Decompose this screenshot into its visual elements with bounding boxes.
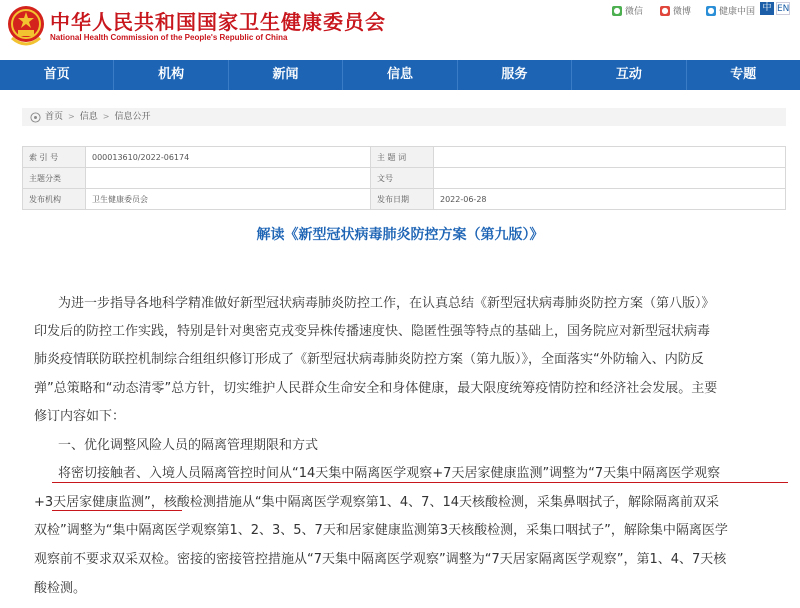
- national-emblem-icon: [6, 4, 46, 50]
- publish-date-value: 2022-06-28: [434, 189, 786, 210]
- nav-interaction[interactable]: 互动: [572, 60, 686, 90]
- table-row: [23, 189, 786, 210]
- breadcrumb-info[interactable]: 信息: [79, 112, 98, 122]
- weibo-icon: ●: [661, 5, 669, 15]
- keywords-label: 主 题 词: [371, 147, 434, 168]
- site-header: [0, 0, 800, 58]
- paragraph-line: 弹”总策略和“动态清零”总方针，切实维护人民群众生命安全和身体健康，最大限度统筹疫情防控和经济社会发展。主要: [34, 381, 718, 396]
- breadcrumb: [22, 108, 786, 126]
- table-row: [23, 147, 786, 168]
- paragraph-line: 为进一步指导各地科学精准做好新型冠状病毒肺炎防控工作，在认真总结《新型冠状病毒肺炎防控方案（第八版）》: [58, 296, 715, 311]
- category-label: 主题分类: [23, 168, 86, 189]
- section-heading: 一、优化调整风险人员的隔离管理期限和方式: [58, 438, 319, 453]
- publisher-value: 卫生健康委员会: [86, 189, 371, 210]
- nav-information[interactable]: 信息: [343, 60, 457, 90]
- paragraph-line: 将密切接触者、入境人员隔离管控时间从“14天集中隔离医学观察+7天居家健康监测”调整为“7天集中隔离医学观察: [58, 466, 721, 481]
- highlight-underline: [52, 510, 182, 511]
- document-meta-table: [22, 146, 786, 210]
- table-row: [23, 168, 786, 189]
- document-number-label: 文号: [371, 168, 434, 189]
- paragraph-line: 酸检测。: [34, 581, 87, 596]
- category-value: [86, 168, 371, 189]
- site-title-cn[interactable]: 中华人民共和国国家卫生健康委员会: [50, 10, 386, 34]
- site-title-en: National Health Commission of the People's Republic of China: [50, 33, 288, 42]
- weibo-link[interactable]: ● 微博: [661, 5, 692, 17]
- nav-services[interactable]: 服务: [458, 60, 572, 90]
- breadcrumb-home[interactable]: 首页: [45, 112, 64, 122]
- nav-news[interactable]: 新闻: [229, 60, 343, 90]
- home-icon: [30, 112, 41, 123]
- publish-date-label: 发布日期: [371, 189, 434, 210]
- article-title: 解读《新型冠状病毒肺炎防控方案（第九版）》: [256, 227, 544, 243]
- lang-cn-button[interactable]: 中: [760, 2, 774, 15]
- highlight-underline: [52, 482, 788, 483]
- paragraph-line: 肺炎疫情联防联控机制综合组组织修订形成了《新型冠状病毒肺炎防控方案（第九版）》，全面落实“外防输入、内防反: [34, 352, 704, 367]
- healthy-china-icon: ●: [707, 5, 715, 15]
- wechat-icon: ●: [613, 5, 621, 15]
- main-nav: [0, 60, 800, 90]
- nav-organization[interactable]: 机构: [114, 60, 228, 90]
- healthy-china-link[interactable]: ● 健康中国: [707, 5, 756, 17]
- paragraph-line: 双检”调整为“集中隔离医学观察第1、2、3、5、7天和居家健康监测第3天核酸检测，采集口咽拭子”，解除集中隔离医学: [34, 523, 728, 538]
- publisher-label: 发布机构: [23, 189, 86, 210]
- breadcrumb-disclosure[interactable]: 信息公开: [114, 112, 151, 122]
- breadcrumb-separator-icon: >: [68, 112, 75, 121]
- paragraph-line: 修订内容如下：: [34, 409, 126, 424]
- document-number-value: [434, 168, 786, 189]
- nav-home[interactable]: 首页: [0, 60, 114, 90]
- keywords-value: [434, 147, 786, 168]
- paragraph-line: +3天居家健康监测”，核酸检测措施从“集中隔离医学观察第1、4、7、14天核酸检测，采集鼻咽拭子，解除隔离前双采: [34, 495, 719, 510]
- index-number-label: 索 引 号: [23, 147, 86, 168]
- wechat-link[interactable]: ● 微信: [613, 5, 644, 17]
- nav-topics[interactable]: 专题: [730, 67, 757, 82]
- paragraph-line: 印发后的防控工作实践，特别是针对奥密克戎变异株传播速度快、隐匿性强等特点的基础上，国务院应对新型冠状病毒: [34, 324, 711, 339]
- lang-en-button[interactable]: EN: [777, 4, 790, 14]
- breadcrumb-separator-icon: >: [102, 112, 110, 121]
- index-number-value: 000013610/2022-06174: [86, 147, 371, 168]
- paragraph-line: 观察前不要求双采双检。密接的密接管控措施从“7天集中隔离医学观察”调整为“7天居家隔离医学观察”，第1、4、7天核: [34, 552, 727, 567]
